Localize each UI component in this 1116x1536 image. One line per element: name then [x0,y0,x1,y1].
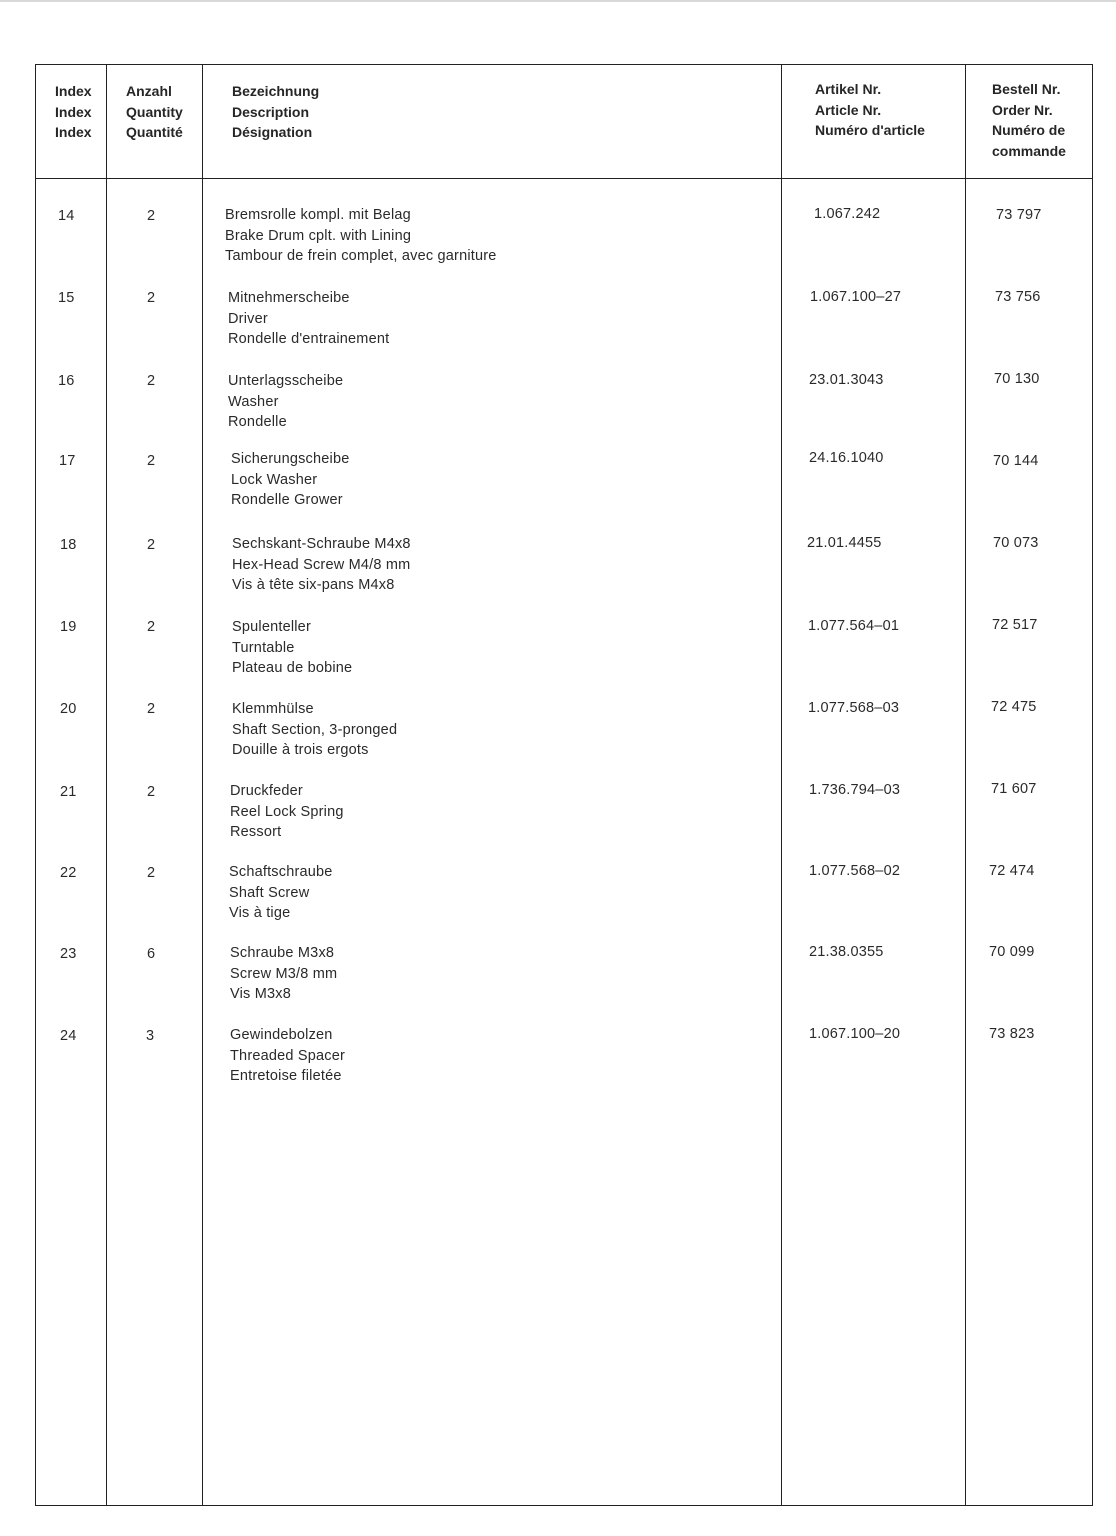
header-index-fr: Index [55,124,92,140]
row-article: 1.067.100–27 [810,289,902,305]
row-description-de: Sicherungscheibe [231,451,350,467]
row-index: 14 [58,208,75,224]
header-quantity-fr: Quantité [126,124,183,140]
row-description-de: Spulenteller [232,619,311,635]
row-description-fr: Douille à trois ergots [232,742,369,758]
row-description [230,943,337,1005]
header-quantity-de: Anzahl [126,83,172,99]
row-quantity: 2 [147,701,156,717]
header-index-en: Index [55,103,92,120]
header-description [232,81,319,143]
row-description-en: Brake Drum cplt. with Lining [225,227,412,244]
row-quantity: 2 [147,865,156,881]
row-order: 72 475 [991,699,1037,715]
row-article: 1.067.100–20 [809,1026,901,1042]
row-index: 15 [58,290,75,306]
row-description-de: Unterlagsscheibe [228,373,344,389]
row-description [229,862,333,924]
row-index: 21 [60,784,77,800]
row-description [230,781,344,843]
header-article-en: Article Nr. [815,101,882,118]
row-order: 72 474 [989,863,1035,879]
row-quantity: 2 [147,453,156,469]
row-description [232,617,352,679]
row-order: 73 797 [996,207,1042,223]
row-description-en: Screw M3/8 mm [230,965,338,982]
row-description-fr: Vis à tige [229,905,291,921]
row-article: 21.01.4455 [807,535,882,551]
row-description-fr: Rondelle Grower [231,492,343,508]
row-description-en: Driver [228,310,268,327]
column-divider [106,65,107,1505]
header-index [55,81,92,143]
row-description-en: Threaded Spacer [230,1047,346,1064]
scan-edge [0,0,1116,2]
row-article: 1.736.794–03 [809,782,901,798]
row-quantity: 2 [147,784,156,800]
row-description-de: Klemmhülse [232,701,314,717]
row-article: 23.01.3043 [809,372,884,388]
row-description-de: Bremsrolle kompl. mit Belag [225,207,411,223]
row-description-en: Lock Washer [231,471,318,488]
row-order: 70 144 [993,453,1039,469]
row-description-en: Shaft Screw [229,884,310,901]
row-description-fr: Rondelle [228,414,287,430]
row-quantity: 2 [147,208,156,224]
row-quantity: 2 [147,290,156,306]
row-article: 21.38.0355 [809,944,884,960]
header-quantity [126,81,183,143]
row-description [232,534,411,596]
row-order: 70 130 [994,371,1040,387]
row-description-en: Shaft Section, 3-pronged [232,721,398,738]
header-quantity-en: Quantity [126,103,183,120]
row-order: 70 099 [989,944,1035,960]
column-divider [781,65,782,1505]
row-order: 73 756 [995,289,1041,305]
row-description [228,371,343,433]
row-article: 1.077.568–03 [808,700,900,716]
parts-table [35,64,1093,1506]
row-index: 24 [60,1028,77,1044]
row-description-fr: Ressort [230,824,282,840]
row-description-fr: Rondelle d'entrainement [228,331,390,347]
header-description-de: Bezeichnung [232,83,320,99]
row-description-de: Druckfeder [230,783,303,799]
row-order: 73 823 [989,1026,1035,1042]
row-article: 24.16.1040 [809,450,884,466]
header-order-fr-2: commande [992,142,1066,159]
row-description-en: Turntable [232,639,295,656]
row-description [232,699,397,761]
row-description-de: Schaftschraube [229,864,333,880]
row-index: 22 [60,865,77,881]
row-index: 19 [60,619,77,635]
row-quantity: 2 [147,537,156,553]
header-order [992,79,1066,161]
row-description-fr: Entretoise filetée [230,1068,342,1084]
header-article [815,79,925,141]
header-article-fr: Numéro d'article [815,122,925,138]
row-article: 1.077.568–02 [809,863,901,879]
row-order: 72 517 [992,617,1038,633]
row-quantity: 2 [147,373,156,389]
header-index-de: Index [55,83,92,99]
row-description-de: Mitnehmerscheibe [228,290,350,306]
header-order-fr-1: Numéro de [992,122,1066,138]
row-description-en: Reel Lock Spring [230,803,344,820]
row-order: 70 073 [993,535,1039,551]
header-divider [36,178,1092,179]
row-description-de: Schraube M3x8 [230,945,335,961]
row-article: 1.077.564–01 [808,618,900,634]
row-index: 16 [58,373,75,389]
row-description-fr: Vis M3x8 [230,986,291,1002]
row-index: 18 [60,537,77,553]
row-description-fr: Vis à tête six-pans M4x8 [232,577,395,593]
row-description [225,205,497,267]
row-article: 1.067.242 [814,206,881,222]
row-description [230,1025,345,1087]
header-article-de: Artikel Nr. [815,81,882,97]
header-description-en: Description [232,103,310,120]
row-index: 23 [60,946,77,962]
row-description [228,288,389,350]
row-quantity: 2 [147,619,156,635]
row-quantity: 3 [146,1028,155,1044]
row-description-de: Gewindebolzen [230,1027,333,1043]
column-divider [965,65,966,1505]
row-order: 71 607 [991,781,1037,797]
row-description-en: Hex-Head Screw M4/8 mm [232,556,411,573]
header-description-fr: Désignation [232,124,313,140]
row-description-fr: Plateau de bobine [232,660,353,676]
row-index: 20 [60,701,77,717]
row-quantity: 6 [147,946,156,962]
column-divider [202,65,203,1505]
row-description-en: Washer [228,393,279,410]
header-order-de: Bestell Nr. [992,81,1061,97]
row-index: 17 [59,453,76,469]
header-order-en: Order Nr. [992,101,1053,118]
row-description-de: Sechskant-Schraube M4x8 [232,536,411,552]
row-description [231,449,349,511]
row-description-fr: Tambour de frein complet, avec garniture [225,248,497,264]
